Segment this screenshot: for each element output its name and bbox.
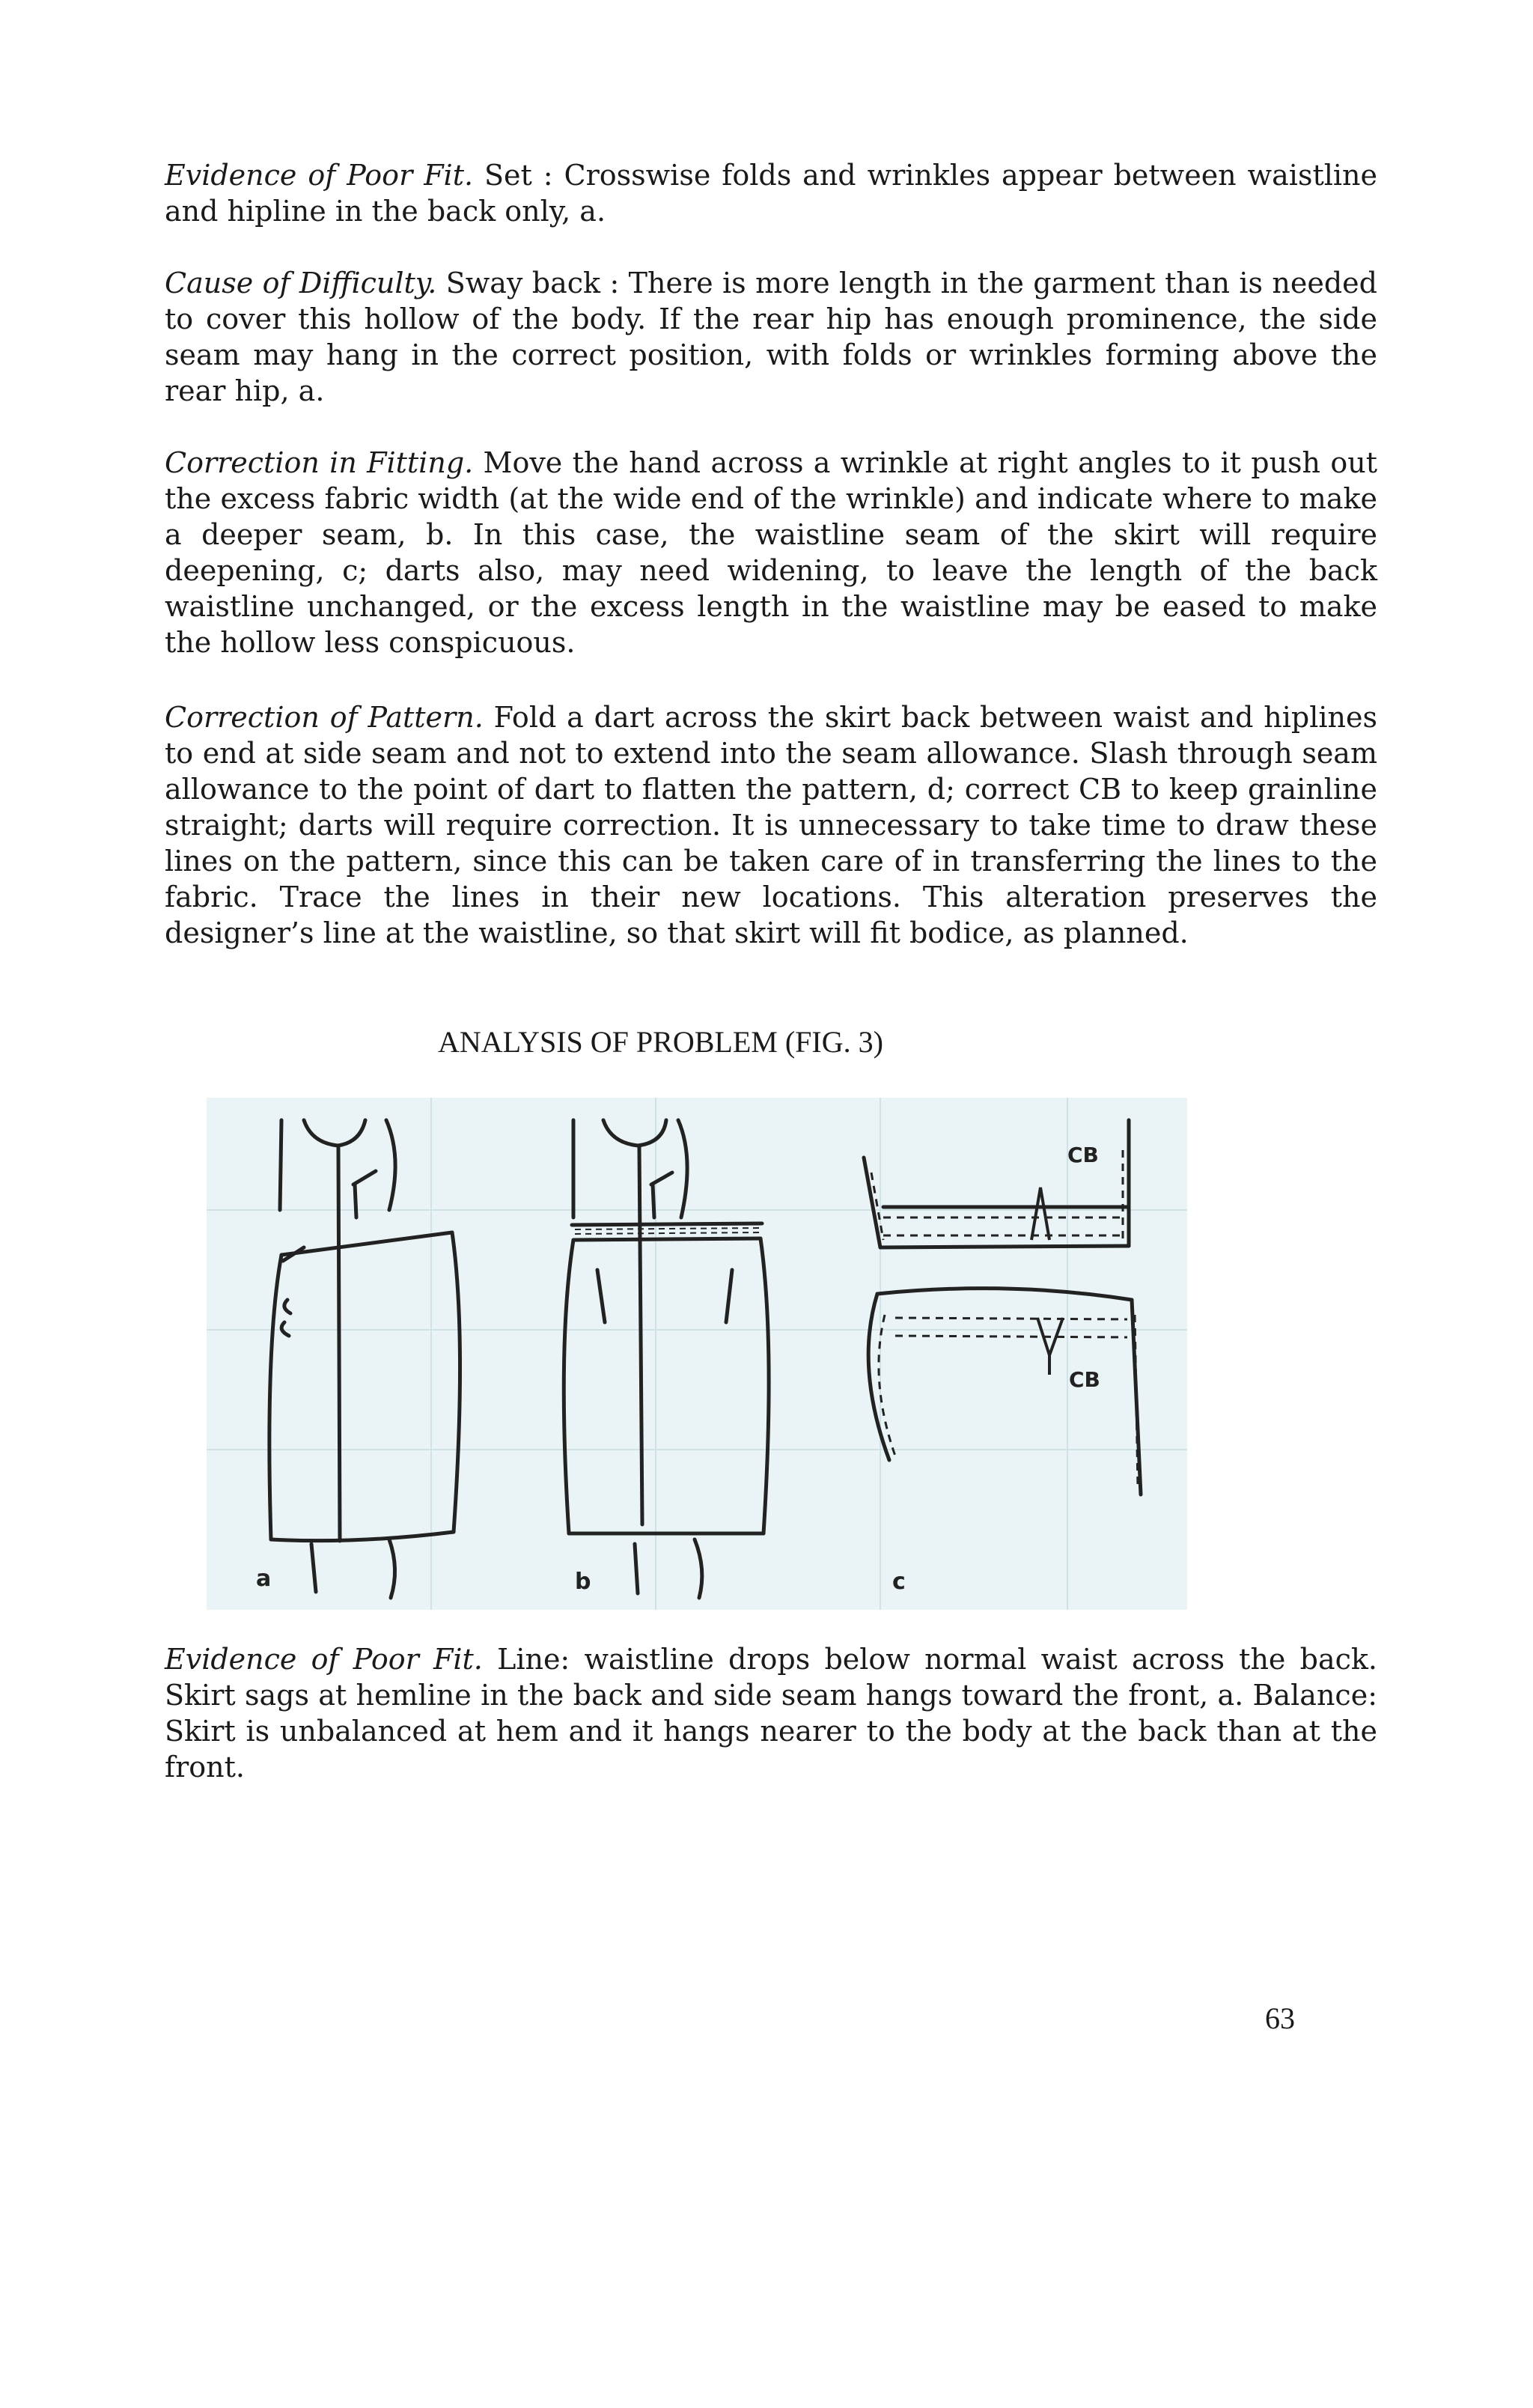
paragraph-cause [165, 265, 1377, 409]
figure-label-a: a [256, 1566, 272, 1592]
paragraph-body: Move the hand across a wrinkle at right angles to it push out the excess fabric width (at the wide end of the wrinkle) and indicate where to make a deeper seam, b. In this case, the waistline seam of the skirt will require deepening, c; darts also, may need widening, to leave the length of the back waistline unchanged, or the excess length in the waistline may be eased to make the hollow less conspicuous. [165, 446, 1377, 659]
paragraph-lead: Cause of Difficulty. [165, 267, 437, 300]
paragraph-body: Line: waistline drops below normal waist across the back. Skirt sags at hemline in the back and side seam hangs toward the front, a. Balance: Skirt is unbalanced at hem and it hangs nearer to the body at the back than at the front. [165, 1643, 1378, 1784]
figure-drawing [207, 1098, 1187, 1610]
figure-label-b: b [575, 1569, 591, 1595]
paragraph-body: Sway back : There is more length in the garment than is needed to cover this hollow of the body. If the rear hip has enough prominence, the side seam may hang in the correct position, with folds or wrinkles forming above the rear hip, a. [165, 267, 1377, 407]
figure-caption: ANALYSIS OF PROBLEM (FIG. 3) [438, 1025, 883, 1059]
page-number: 63 [1265, 2001, 1295, 2035]
paragraph-evidence-set [165, 157, 1377, 229]
paragraph-body: Set : Crosswise folds and wrinkles appear between waistline and hipline in the back only, a. [165, 159, 1377, 228]
figure-label-c: c [892, 1569, 906, 1595]
paragraph-lead: Correction in Fitting. [165, 446, 474, 479]
paragraph-body: Fold a dart across the skirt back between waist and hiplines to end at side seam and not to extend into the seam allowance. Slash through seam allowance to the point of dart to flatten the pattern, d; correct CB to keep grainline straight; darts will require correction. It is unnecessary to take time to draw these lines on the pattern, since this can be taken care of in transferring the lines to the fabric. Trace the lines in their new locations. This alteration preserves the designer’s line at the waistline, so that skirt will fit bodice, as planned. [165, 701, 1377, 949]
paragraph-correction-pattern [165, 699, 1377, 951]
figure-sway-back [207, 1098, 1187, 1610]
paragraph-evidence-line [165, 1641, 1377, 1785]
paragraph-lead: Evidence of Poor Fit. [165, 159, 474, 192]
paragraph-lead: Evidence of Poor Fit. [165, 1643, 483, 1676]
figure-label-cb-top: CB [1067, 1143, 1099, 1167]
figure-label-cb-bottom: CB [1069, 1367, 1100, 1392]
paragraph-correction-fitting [165, 445, 1377, 660]
paragraph-lead: Correction of Pattern. [165, 701, 484, 734]
